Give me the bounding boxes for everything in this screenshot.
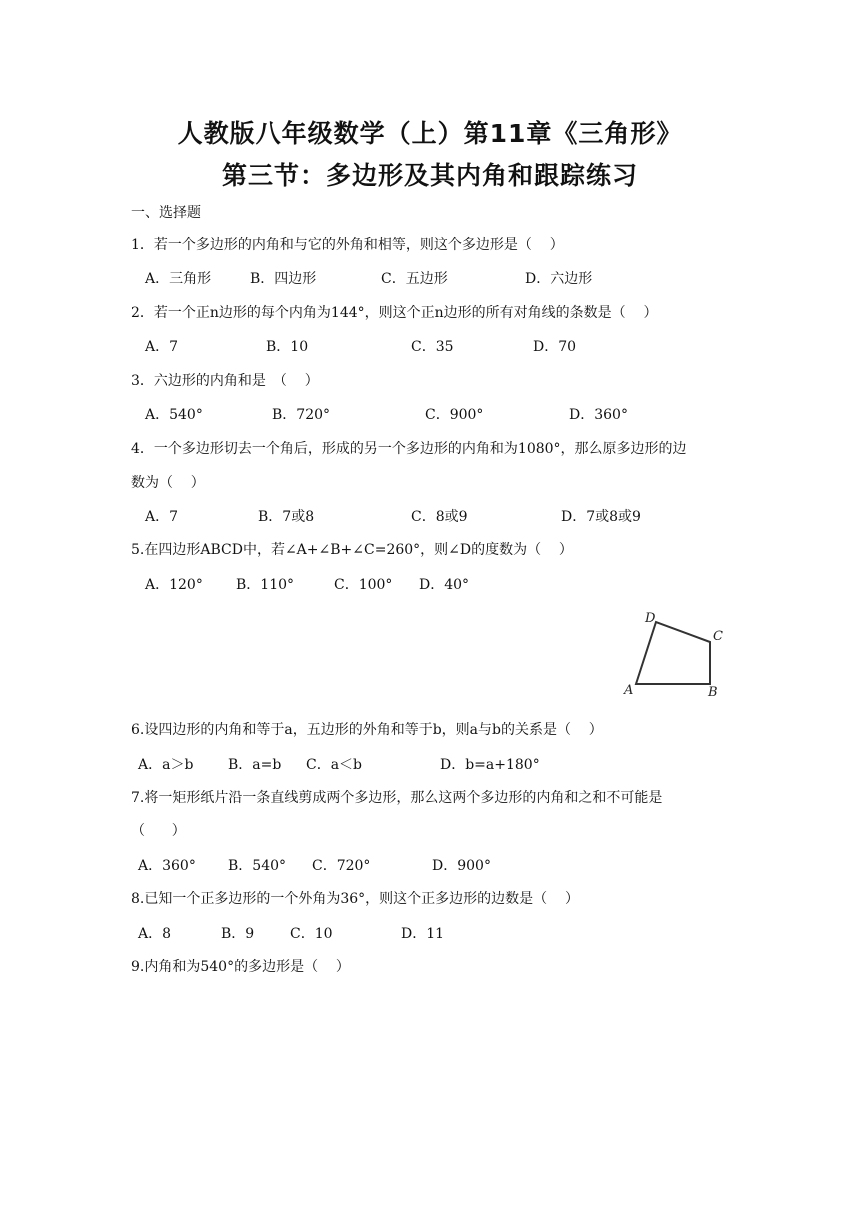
q7-option-d: D．900°: [432, 858, 491, 874]
q3-option-a: A．540°: [145, 407, 203, 423]
q5-option-c: C．100°: [334, 577, 393, 593]
question-6: 6.设四边形的内角和等于a，五边形的外角和等于b，则a与b的关系是（ ）: [131, 722, 603, 738]
q8-option-d: D．11: [401, 926, 445, 942]
q3-option-d: D．360°: [569, 407, 628, 423]
question-7-continued: （ ）: [131, 823, 186, 839]
q2-option-b: B．10: [266, 339, 309, 355]
question-4: 4．一个多边形切去一个角后，形成的另一个多边形的内角和为1080°，那么原多边形的边: [131, 441, 687, 457]
q4-option-a: A．7: [145, 509, 179, 525]
q6-option-d: D．b=a+180°: [440, 757, 540, 773]
page-title: 人教版八年级数学（上）第11章《三角形》: [177, 119, 683, 148]
q8-option-c: C．10: [290, 926, 333, 942]
question-8: 8.已知一个正多边形的一个外角为36°，则这个正多边形的边数是（ ）: [131, 891, 579, 907]
q2-option-d: D．70: [533, 339, 577, 355]
q8-option-b: B．9: [221, 926, 255, 942]
q3-option-b: B．720°: [272, 407, 331, 423]
q1-option-a: A．三角形: [145, 271, 212, 287]
q6-option-c: C．a＜b: [306, 757, 363, 773]
vertex-label-b: B: [708, 685, 718, 700]
question-2: 2．若一个正n边形的每个内角为144°，则这个正n边形的所有对角线的条数是（ ）: [131, 305, 658, 321]
q6-option-b: B．a=b: [228, 757, 282, 773]
q7-option-b: B．540°: [228, 858, 287, 874]
quadrilateral-shape: [636, 622, 710, 684]
q4-option-d: D．7或8或9: [561, 509, 641, 525]
q7-option-c: C．720°: [312, 858, 371, 874]
q6-option-a: A．a＞b: [138, 757, 194, 773]
vertex-label-d: D: [645, 611, 656, 626]
page-subtitle: 第三节：多边形及其内角和跟踪练习: [221, 161, 638, 190]
question-1: 1．若一个多边形的内角和与它的外角和相等，则这个多边形是（ ）: [131, 237, 564, 253]
question-3: 3．六边形的内角和是 （ ）: [131, 373, 319, 389]
q5-option-d: D．40°: [419, 577, 470, 593]
vertex-label-c: C: [713, 629, 723, 644]
section-heading: 一、选择题: [131, 205, 201, 221]
q1-option-b: B．四边形: [250, 271, 317, 287]
vertex-label-a: A: [624, 683, 634, 698]
question-4-continued: 数为（ ）: [131, 475, 205, 491]
q2-option-c: C．35: [411, 339, 454, 355]
quadrilateral-abcd-figure: [618, 604, 728, 700]
q1-option-d: D．六边形: [525, 271, 593, 287]
q3-option-c: C．900°: [425, 407, 484, 423]
question-7: 7.将一矩形纸片沿一条直线剪成两个多边形，那么这两个多边形的内角和之和不可能是: [131, 790, 663, 806]
q5-option-a: A．120°: [145, 577, 203, 593]
q1-option-c: C．五边形: [381, 271, 448, 287]
q7-option-a: A．360°: [138, 858, 196, 874]
q8-option-a: A．8: [138, 926, 172, 942]
question-9: 9.内角和为540°的多边形是（ ）: [131, 959, 350, 975]
q5-option-b: B．110°: [236, 577, 295, 593]
q2-option-a: A．7: [145, 339, 179, 355]
question-5: 5.在四边形ABCD中，若∠A+∠B+∠C=260°，则∠D的度数为（ ）: [131, 542, 573, 558]
q4-option-b: B．7或8: [258, 509, 315, 525]
q4-option-c: C．8或9: [411, 509, 468, 525]
